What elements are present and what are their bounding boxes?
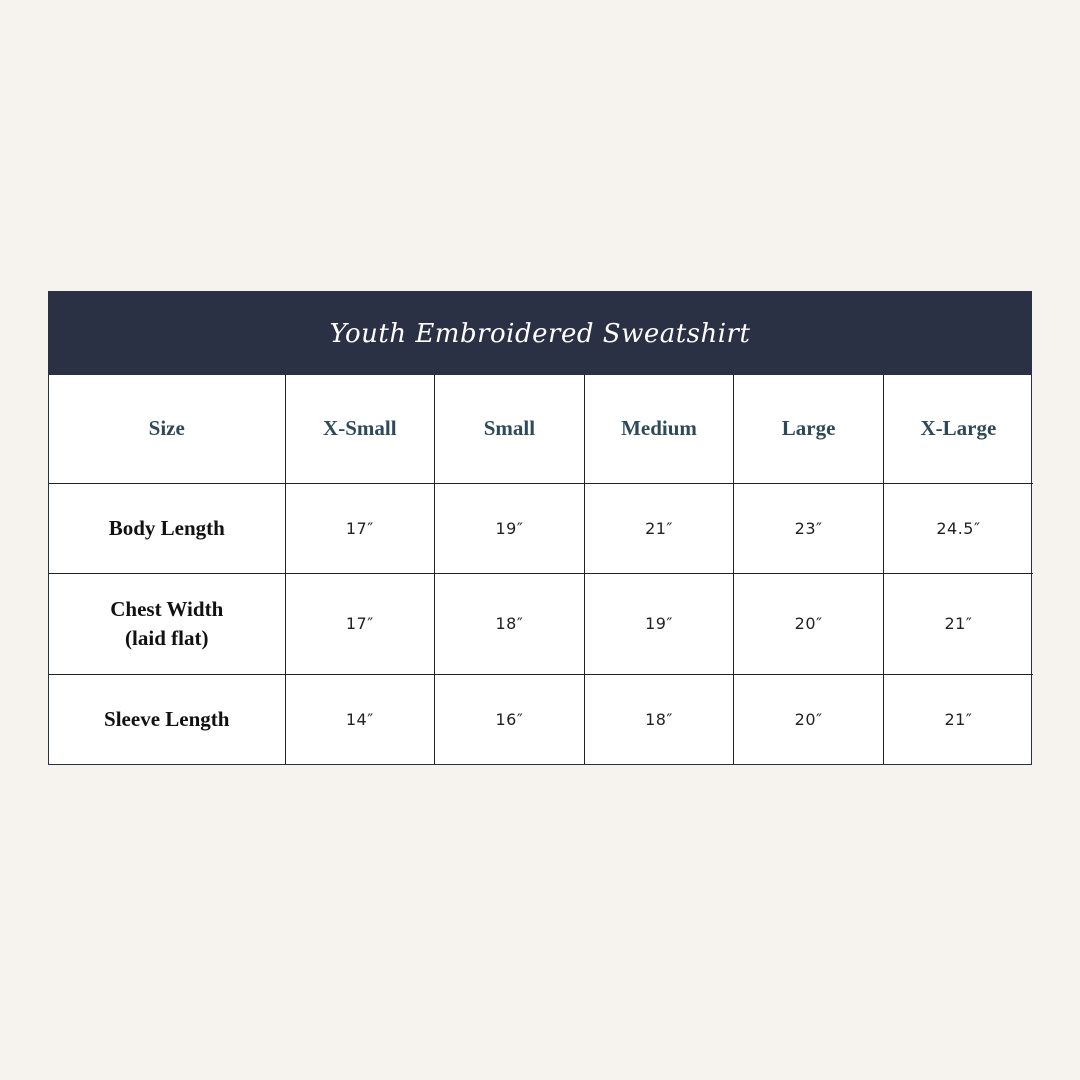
table-cell: 16″ (435, 674, 585, 764)
table-row-sleeve-length (49, 674, 1033, 764)
header-x-large: X-Large (883, 375, 1033, 483)
row-label (49, 674, 285, 764)
table-row-chest-width (49, 573, 1033, 674)
table-cell: 21″ (883, 674, 1033, 764)
row-label-line: (laid flat) (125, 625, 209, 650)
table-cell: 24.5″ (883, 483, 1033, 573)
row-label-line: Sleeve Length (104, 706, 230, 731)
table-cell: 19″ (435, 483, 585, 573)
row-label (49, 573, 285, 674)
table-cell: 14″ (285, 674, 435, 764)
size-chart (48, 291, 1032, 765)
table-cell: 17″ (285, 573, 435, 674)
table-cell: 18″ (435, 573, 585, 674)
header-x-small: X-Small (285, 375, 435, 483)
table-cell: 21″ (584, 483, 734, 573)
size-table (49, 375, 1033, 764)
table-cell: 17″ (285, 483, 435, 573)
header-row (49, 375, 1033, 483)
header-large: Large (734, 375, 884, 483)
row-label-line: Body Length (108, 515, 225, 540)
table-row-body-length (49, 483, 1033, 573)
table-cell: 20″ (734, 573, 884, 674)
header-small: Small (435, 375, 585, 483)
row-label-line: Chest Width (110, 596, 224, 621)
header-size: Size (49, 375, 285, 483)
chart-title: Youth Embroidered Sweatshirt (329, 318, 751, 349)
row-label (49, 483, 285, 573)
table-cell: 19″ (584, 573, 734, 674)
table-cell: 18″ (584, 674, 734, 764)
header-medium: Medium (584, 375, 734, 483)
table-cell: 23″ (734, 483, 884, 573)
table-cell: 20″ (734, 674, 884, 764)
table-cell: 21″ (883, 573, 1033, 674)
title-bar (49, 292, 1031, 375)
